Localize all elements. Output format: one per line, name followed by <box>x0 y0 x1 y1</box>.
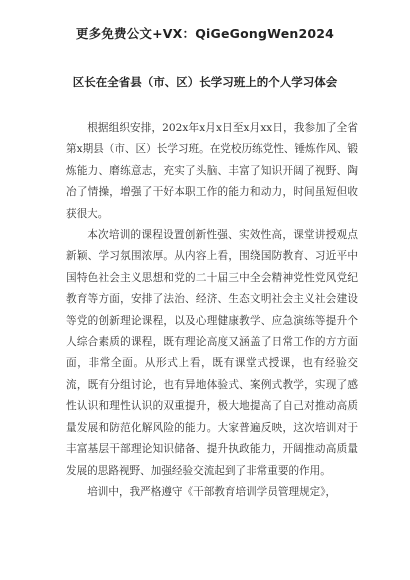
document-title: 区长在全省县（市、区）长学习班上的个人学习体会 <box>72 75 338 89</box>
promo-header: 更多免费公文+VX：QiGeGongWen2024 <box>75 26 335 41</box>
paragraph-2: 本次培训的课程设置创新性强、实效性高，课堂讲授观点新颖、学习氛围浓厚。从内容上看，围绕国防教育、习近平中国特色社会主义思想和党的二十届三中全会精神党性党风党纪教育等方面，安排了法治、经济、生态文明社会主义社会建设等党的创新理论课程，以及心理健康教学、应急演练等提升个人综合素质的课程，既有理论高度又涵盖了日常工作的方方面面，非常全面。从形式上看，既有课堂式授课，也有经验交流，既有分组讨论，也有异地体验式、案例式教学，实现了感性认识和理性认识的双重提升，极大地提高了自己对推动高质量发展和防范化解风险的能力。大家普遍反映，这次培训对于丰富基层干部理论知识储备、提升执政能力，开阔推动高质量发展的思路视野、加强经验交流起到了非常重要的作用。 <box>66 229 358 477</box>
paragraph-3: 培训中，我严格遵守《干部教育培训学员管理规定》， <box>87 485 337 498</box>
paragraph-1: 根据组织安排，202x年x月x日至x月xx日，我参加了全省第x期县（市、区）长学习班。在党校历练党性、锤炼作风、锻炼能力、磨练意志，充实了头脑、丰富了知识开阔了视野、陶冶了情操，增强了干好本职工作的能力和动力，时间虽短但收获很大。 <box>66 122 359 220</box>
document-body <box>66 118 358 503</box>
